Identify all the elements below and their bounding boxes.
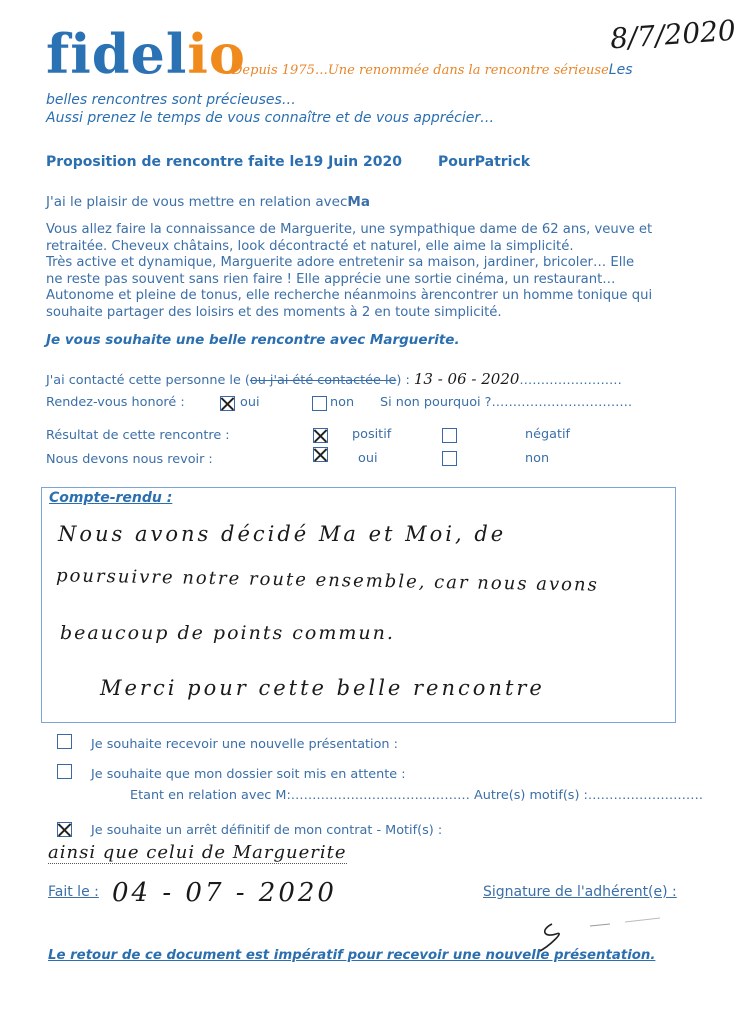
revoir-oui-checkbox[interactable] [313, 447, 328, 462]
handwritten-date: 8/7/2020 [609, 13, 737, 56]
compte-rendu-line: Merci pour cette belle rencontre [100, 676, 545, 700]
arret-motif-handwritten: ainsi que celui de Marguerite [48, 842, 347, 863]
description [46, 222, 696, 322]
description-line: souhaite partager des loisirs et des moments à 2 en toute simplicité. [46, 304, 502, 320]
option-new-presentation-label: Je souhaite recevoir une nouvelle présentation : [91, 737, 398, 752]
proposition-title: Proposition de rencontre faite le19 Juin 2020 [46, 154, 402, 170]
rdv-non-label: non [330, 395, 355, 410]
compte-rendu-line: Nous avons décidé Ma et Moi, de [58, 522, 507, 546]
rdv-oui-label: oui [240, 395, 260, 410]
option-dossier-attente-sub: Etant en relation avec M:…………………………………… Autre(s) motif(s) :……………………… [130, 788, 704, 803]
proposition-pour: PourPatrick [438, 154, 531, 170]
revoir-label: Nous devons nous revoir : [46, 452, 213, 467]
result-negative-label: négatif [525, 427, 571, 442]
logo-main: fidel [46, 22, 188, 86]
compte-rendu-line: poursuivre notre route ensemble, car nous avons [55, 565, 599, 596]
logo-accent: io [187, 22, 246, 86]
result-label: Résultat de cette rencontre : [46, 428, 230, 443]
option-new-presentation-checkbox[interactable] [57, 734, 72, 749]
relation-line: J'ai le plaisir de vous mettre en relation avecMa [46, 194, 370, 210]
retour-notice: Le retour de ce document est impératif pour recevoir une nouvelle présentation. [48, 948, 656, 963]
option-dossier-attente-checkbox[interactable] [57, 764, 72, 779]
revoir-non-checkbox[interactable] [442, 451, 457, 466]
signature-label: Signature de l'adhérent(e) : [483, 884, 677, 900]
rdv-non-checkbox[interactable] [312, 396, 327, 411]
intro-line-2: Aussi prenez le temps de vous connaître et de vous apprécier… [46, 110, 495, 126]
description-line: retraitée. Cheveux châtains, look décontracté et naturel, elle aime la simplicité. [46, 238, 574, 254]
option-arret-definitif-label: Je souhaite un arrêt définitif de mon contrat - Motif(s) : [91, 823, 443, 838]
description-line: Très active et dynamique, Marguerite adore entretenir sa maison, jardiner, bricoler… Elle [46, 255, 635, 271]
tagline: Depuis 1975…Une renommée dans la rencontre sérieuseLes [232, 62, 633, 78]
compte-rendu-title: Compte-rendu : [49, 490, 173, 506]
result-negative-checkbox[interactable] [442, 428, 457, 443]
rdv-why: Si non pourquoi ?…………………………… [380, 395, 633, 410]
relation-name: Ma [347, 194, 370, 210]
contact-date: 13 - 06 - 2020 [413, 370, 520, 388]
contact-line: J'ai contacté cette personne le (ou j'ai été contactée le) : 13 - 06 - 2020…………………… [46, 370, 622, 388]
revoir-oui-label: oui [358, 451, 378, 466]
rdv-label: Rendez-vous honoré : [46, 395, 185, 410]
fait-le-date: 04 - 07 - 2020 [112, 878, 337, 908]
rdv-oui-checkbox[interactable] [220, 396, 235, 411]
option-dossier-attente-label: Je souhaite que mon dossier soit mis en attente : [91, 767, 406, 782]
option-arret-definitif-checkbox[interactable] [57, 822, 72, 837]
contact-struck: ou j'ai été contactée le [249, 373, 397, 388]
description-line: ne reste pas souvent sans rien faire ! Elle apprécie une sortie cinéma, un restaurant… [46, 271, 616, 287]
wish-text: Je vous souhaite une belle rencontre avec Marguerite. [46, 332, 460, 348]
revoir-non-label: non [525, 451, 550, 466]
result-positive-label: positif [352, 427, 392, 442]
compte-rendu-line: beaucoup de points commun. [60, 622, 395, 644]
result-positive-checkbox[interactable] [313, 428, 328, 443]
tagline-cont: Les [608, 62, 633, 78]
description-line: Vous allez faire la connaissance de Marguerite, une sympathique dame de 62 ans, veuve et [46, 222, 653, 237]
intro-line-1: belles rencontres sont précieuses… [46, 92, 296, 108]
description-line: Autonome et pleine de tonus, elle recherche néanmoins àrencontrer un homme tonique qui [46, 288, 653, 304]
fidelio-logo [46, 22, 246, 86]
fait-le-label: Fait le : [48, 884, 99, 900]
